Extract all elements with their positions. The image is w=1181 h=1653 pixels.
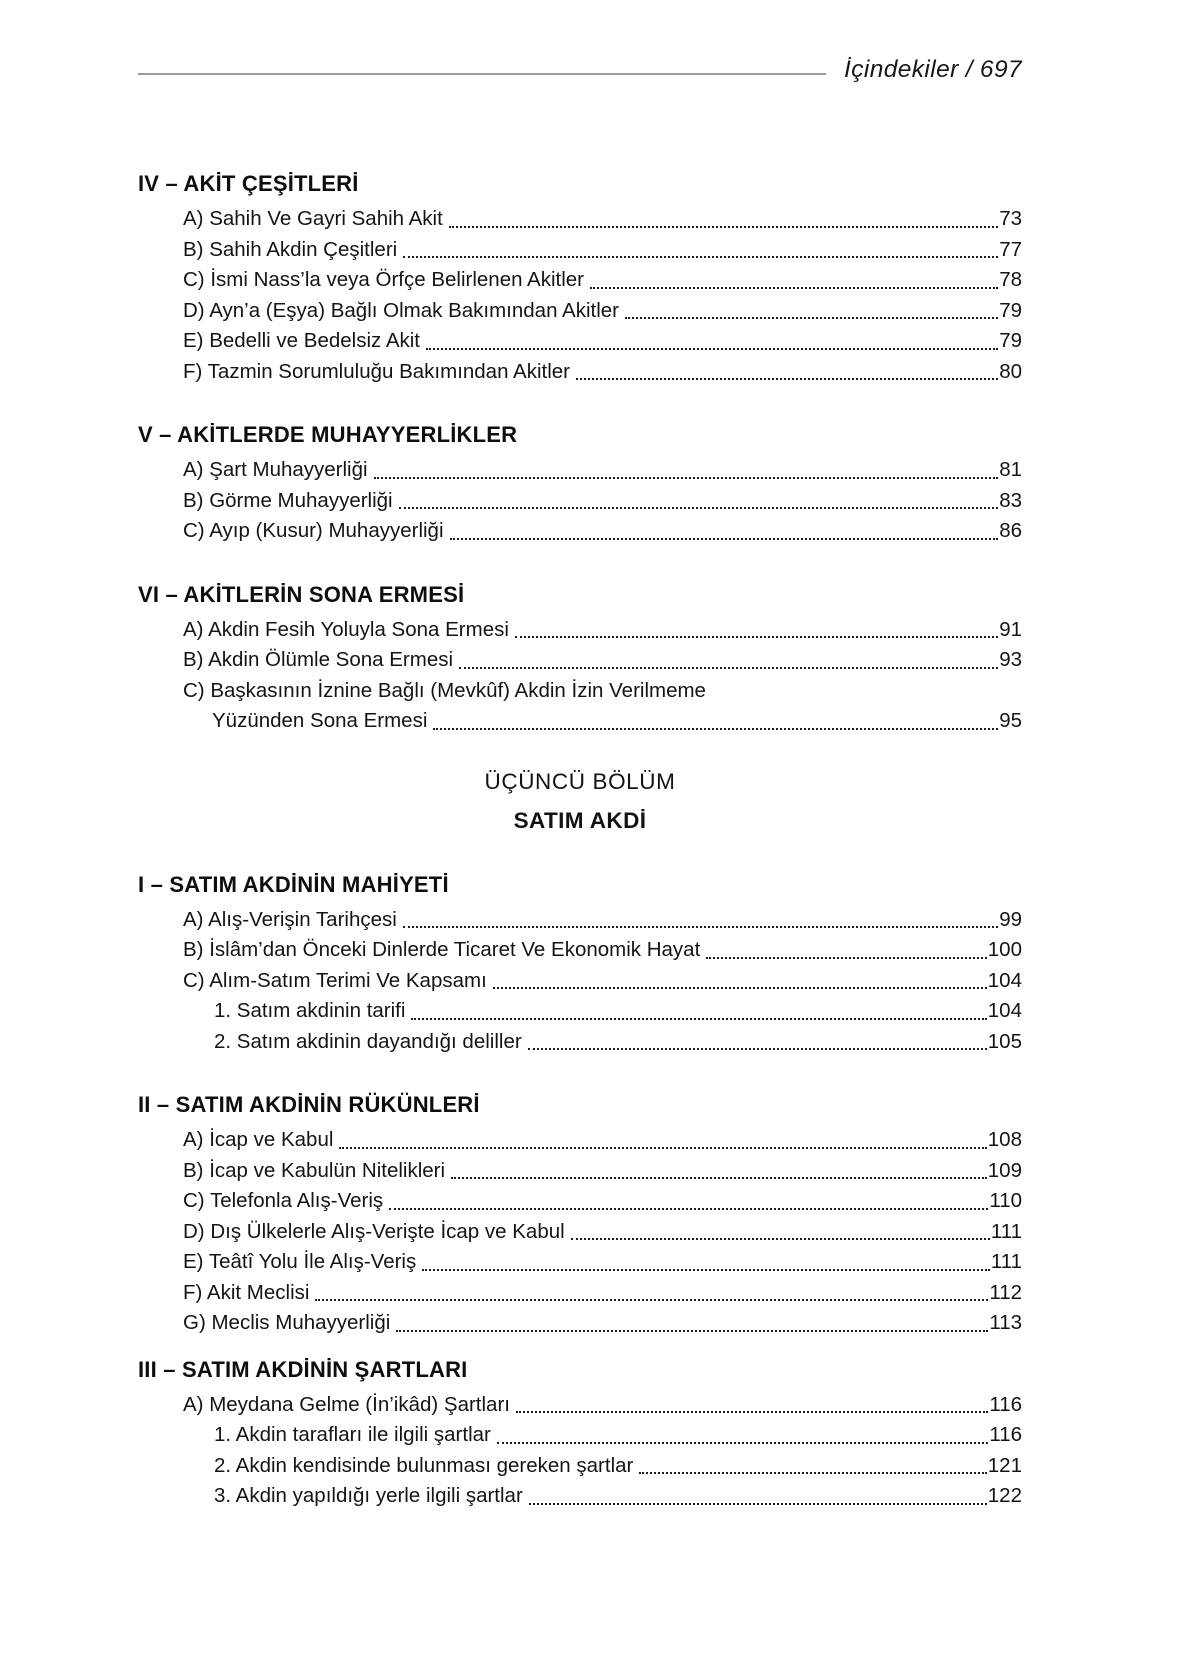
- toc-entry-label: 1. Akdin tarafları ile ilgili şartlar: [214, 1423, 491, 1446]
- dot-leader: [449, 226, 998, 228]
- toc-entry-label: E) Teâtî Yolu İle Alış-Veriş: [183, 1250, 417, 1273]
- toc-entry-page-number: 122: [987, 1484, 1022, 1507]
- section-items: [138, 905, 1022, 1058]
- toc-entry-label: C) İsmi Nass’la veya Örfçe Belirlenen Akitler: [183, 268, 585, 291]
- dot-leader: [625, 317, 998, 319]
- dot-leader: [528, 1048, 987, 1050]
- toc-entry-label: 2. Satım akdinin dayandığı deliller: [214, 1029, 522, 1053]
- toc-entry: [138, 235, 1022, 266]
- toc-entry-page-number: 78: [999, 268, 1022, 291]
- toc-entry: [138, 1420, 1022, 1451]
- section-heading: III – SATIM AKDİNİN ŞARTLARI: [138, 1356, 468, 1382]
- toc-entry: [138, 1278, 1022, 1309]
- dot-leader: [315, 1299, 988, 1301]
- toc-entry: [138, 1156, 1022, 1187]
- toc-entry-page-number: 81: [999, 458, 1022, 481]
- toc-entry: [138, 996, 1022, 1027]
- dot-leader: [450, 538, 999, 540]
- toc-section: [138, 579, 1022, 737]
- toc-entry: [138, 645, 1022, 676]
- toc-entry-label: 2. Akdin kendisinde bulunması gereken şartlar: [214, 1453, 634, 1477]
- toc-entry-page-number: 108: [987, 1128, 1022, 1151]
- toc-entry-page-number: 83: [999, 488, 1022, 512]
- dot-leader: [576, 378, 998, 380]
- header-rule: [138, 73, 826, 75]
- toc-entry-page-number: 113: [989, 1311, 1022, 1334]
- dot-leader: [497, 1442, 988, 1444]
- toc-entry: [138, 676, 1022, 707]
- running-head-page-number: 697: [979, 56, 1022, 83]
- toc-entry: [138, 1247, 1022, 1278]
- toc-entry-label: C) Ayıp (Kusur) Muhayyerliği: [183, 519, 444, 542]
- toc-entry-page-number: 99: [999, 907, 1022, 931]
- dot-leader: [399, 507, 999, 509]
- toc-entry-label: Yüzünden Sona Ermesi: [212, 709, 428, 732]
- toc-entry: [138, 1308, 1022, 1339]
- toc-entry-label: B) Akdin Ölümle Sona Ermesi: [183, 648, 454, 671]
- toc-entry-page-number: 80: [999, 359, 1022, 383]
- running-head: [844, 56, 1022, 84]
- toc-entry-label: D) Ayn’a (Eşya) Bağlı Olmak Bakımından Akitler: [183, 298, 619, 322]
- toc-section: [138, 168, 1022, 387]
- toc-entry-label: B) Sahih Akdin Çeşitleri: [183, 237, 398, 261]
- toc-entry-page-number: 104: [987, 999, 1022, 1022]
- toc-entry: [138, 1481, 1022, 1512]
- dot-leader: [374, 477, 999, 479]
- toc-section: [138, 1354, 1022, 1512]
- toc-entry: [138, 1186, 1022, 1217]
- toc-entry-label: D) Dış Ülkelerle Alış-Verişte İcap ve Kabul: [183, 1219, 565, 1243]
- section-heading: V – AKİTLERDE MUHAYYERLİKLER: [138, 422, 518, 447]
- toc-entry-page-number: 86: [999, 519, 1022, 542]
- toc-entry-label: A) Şart Muhayyerliği: [183, 458, 368, 481]
- toc-section: [138, 869, 1022, 1058]
- dot-leader: [515, 636, 998, 638]
- toc-entry-page-number: 73: [999, 207, 1022, 230]
- dot-leader: [571, 1238, 990, 1240]
- section-heading: VI – AKİTLERİN SONA ERMESİ: [138, 581, 465, 607]
- running-head-title: İçindekiler: [844, 56, 959, 83]
- toc-entry-page-number: 77: [999, 237, 1022, 261]
- toc-entry-label: C) Telefonla Alış-Veriş: [183, 1189, 384, 1212]
- toc-entry-page-number: 112: [989, 1280, 1022, 1304]
- chapter-title: SATIM AKDİ: [513, 807, 647, 833]
- toc-entry-page-number: 116: [989, 1392, 1022, 1416]
- dot-leader: [389, 1208, 988, 1210]
- toc-entry: [138, 905, 1022, 936]
- toc-entry: [138, 326, 1022, 357]
- toc-entry-page-number: 111: [990, 1219, 1022, 1243]
- toc-section: [138, 1089, 1022, 1339]
- section-items: [138, 204, 1022, 387]
- toc-section: [138, 419, 1022, 547]
- toc-entry-page-number: 109: [987, 1158, 1022, 1182]
- toc-entry: [138, 615, 1022, 646]
- toc-entry: [138, 296, 1022, 327]
- section-items: [138, 615, 1022, 737]
- section-items: [138, 455, 1022, 547]
- dot-leader: [433, 728, 998, 730]
- toc-entry: [138, 1451, 1022, 1482]
- toc-entry-label: A) Meydana Gelme (İn’ikâd) Şartları: [183, 1392, 510, 1416]
- dot-leader: [339, 1147, 986, 1149]
- toc-entry-page-number: 121: [987, 1453, 1022, 1477]
- chapter-part-title: ÜÇÜNCÜ BÖLÜM: [484, 768, 676, 794]
- dot-leader: [706, 957, 987, 959]
- dot-leader: [590, 287, 998, 289]
- toc-entry-page-number: 91: [999, 617, 1022, 641]
- toc-entry-page-number: 79: [999, 298, 1022, 322]
- toc-entry-label: 3. Akdin yapıldığı yerle ilgili şartlar: [214, 1484, 523, 1507]
- toc-entry: [138, 357, 1022, 388]
- toc-entry-label: 1. Satım akdinin tarifi: [214, 999, 406, 1022]
- toc-entry-label: B) İcap ve Kabulün Nitelikleri: [183, 1158, 446, 1182]
- toc-entry: [138, 1027, 1022, 1058]
- dot-leader: [529, 1503, 987, 1505]
- dot-leader: [411, 1018, 986, 1020]
- toc-entry-label: E) Bedelli ve Bedelsiz Akit: [183, 329, 421, 352]
- toc-entry-page-number: 105: [987, 1029, 1022, 1053]
- toc-entry-page-number: 100: [987, 938, 1022, 961]
- dot-leader: [493, 987, 987, 989]
- running-head-separator: /: [965, 56, 973, 83]
- section-heading: II – SATIM AKDİNİN RÜKÜNLERİ: [138, 1092, 480, 1117]
- toc-entry: [138, 1390, 1022, 1421]
- toc-entry-label: A) Akdin Fesih Yoluyla Sona Ermesi: [183, 617, 509, 641]
- toc-entry: [138, 935, 1022, 966]
- dot-leader: [403, 926, 998, 928]
- toc-entry-label: C) Alım-Satım Terimi Ve Kapsamı: [183, 968, 487, 992]
- section-items: [138, 1390, 1022, 1512]
- toc-entry: [138, 706, 1022, 737]
- toc-entry-label: F) Akit Meclisi: [183, 1280, 310, 1304]
- toc-entry-page-number: 110: [989, 1189, 1022, 1212]
- toc-entry-label: A) Sahih Ve Gayri Sahih Akit: [183, 207, 443, 230]
- toc-entry-page-number: 104: [987, 968, 1022, 992]
- dot-leader: [459, 667, 998, 669]
- toc-entry-page-number: 111: [990, 1250, 1022, 1273]
- toc-entry-page-number: 93: [999, 648, 1022, 671]
- dot-leader: [639, 1472, 986, 1474]
- toc-entry-label: F) Tazmin Sorumluluğu Bakımından Akitler: [183, 359, 571, 383]
- toc-entry: [138, 455, 1022, 486]
- toc-entry-label: A) İcap ve Kabul: [183, 1128, 334, 1151]
- dot-leader: [426, 348, 998, 350]
- dot-leader: [516, 1411, 988, 1413]
- toc-entry: [138, 1125, 1022, 1156]
- toc-entry: [138, 1217, 1022, 1248]
- toc-entry-label: A) Alış-Verişin Tarihçesi: [183, 907, 397, 931]
- toc-entry-page-number: 95: [999, 709, 1022, 732]
- toc-entry: [138, 486, 1022, 517]
- chapter-heading-block: [138, 766, 1022, 837]
- toc-entry-label: B) Görme Muhayyerliği: [183, 488, 393, 512]
- toc-entry-label: C) Başkasının İznine Bağlı (Mevkûf) Akdin İzin Verilmeme: [183, 678, 706, 702]
- dot-leader: [396, 1330, 988, 1332]
- section-items: [138, 1125, 1022, 1339]
- dot-leader: [451, 1177, 987, 1179]
- page-header: [138, 52, 1022, 88]
- toc-entry-label: G) Meclis Muhayyerliği: [183, 1311, 391, 1334]
- toc-entry: [138, 966, 1022, 997]
- section-heading: I – SATIM AKDİNİN MAHİYETİ: [138, 871, 449, 897]
- section-heading: IV – AKİT ÇEŞİTLERİ: [138, 171, 359, 196]
- dot-leader: [403, 256, 998, 258]
- toc-entry: [138, 204, 1022, 235]
- dot-leader: [422, 1269, 990, 1271]
- toc-entry: [138, 516, 1022, 547]
- toc-entry-label: B) İslâm’dan Önceki Dinlerde Ticaret Ve Ekonomik Hayat: [183, 938, 701, 961]
- toc-content: [138, 168, 1022, 1512]
- toc-entry-page-number: 79: [999, 329, 1022, 352]
- toc-entry: [138, 265, 1022, 296]
- toc-entry-page-number: 116: [989, 1423, 1022, 1446]
